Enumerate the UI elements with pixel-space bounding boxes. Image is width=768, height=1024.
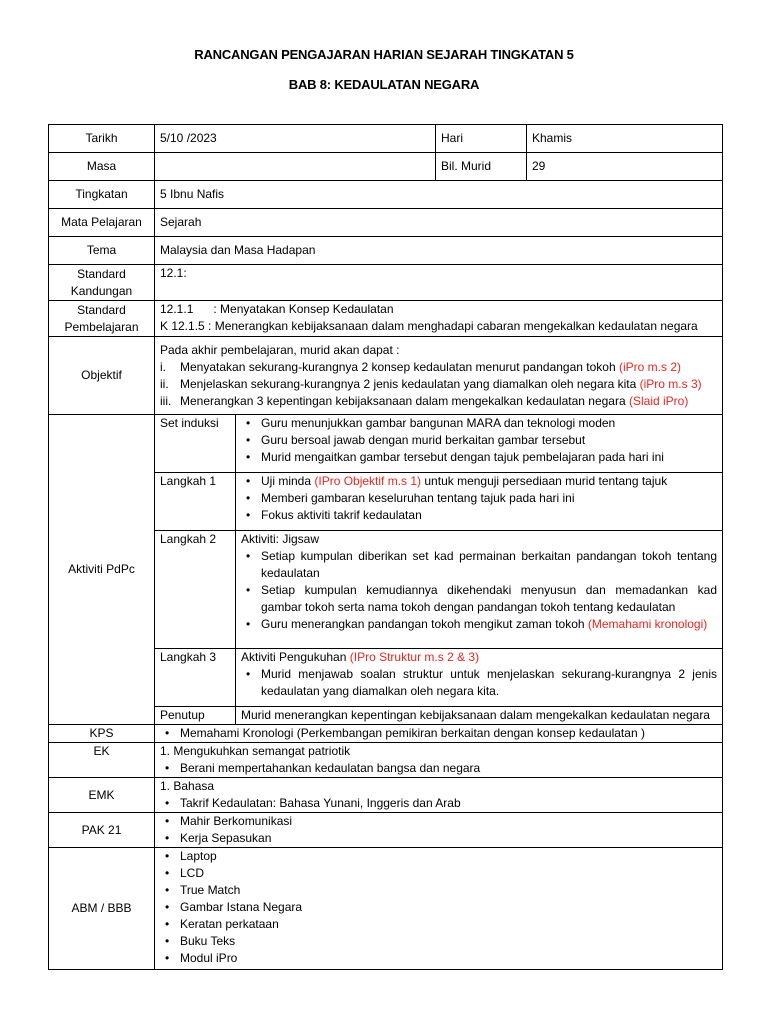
list-item: • Kerja Sepasukan <box>160 830 717 847</box>
pak21-content <box>155 813 723 848</box>
sp-line-1: 12.1.1 : Menyatakan Konsep Kedaulatan <box>160 302 394 316</box>
emk-content <box>155 778 723 813</box>
row-tema <box>49 237 723 265</box>
langkah-1-label: Langkah 1 <box>155 473 236 531</box>
tingkatan-label: Tingkatan <box>49 181 155 209</box>
set-induksi-label: Set induksi <box>155 415 236 473</box>
abm-bbb-content <box>155 848 723 970</box>
row-objektif <box>49 337 723 415</box>
objektif-item: ii. Menjelaskan sekurang-kurangnya 2 jenis kedaulatan yang diamalkan oleh negara kita (iPro m.s 3) <box>160 376 702 391</box>
row-standard-kandungan <box>49 265 723 301</box>
list-item: • Memahami Kronologi (Perkembangan pemikiran berkaitan dengan konsep kedaulatan ) <box>160 725 717 742</box>
penutup-content: Murid menerangkan kepentingan kebijaksanaan dalam mengekalkan kedaulatan negara <box>236 707 723 725</box>
list-item: • Mahir Berkomunikasi <box>160 813 717 830</box>
masa-label: Masa <box>49 153 155 181</box>
langkah-2-content <box>236 531 723 649</box>
hari-value: Khamis <box>527 125 723 153</box>
sp-line-2: K 12.1.5 : Menerangkan kebijaksanaan dalam menghadapi cabaran mengekalkan kedaulatan negara <box>160 319 698 333</box>
objektif-content <box>155 337 723 415</box>
standard-pembelajaran-label: Standard Pembelajaran <box>49 301 155 337</box>
masa-value <box>155 153 436 181</box>
aktiviti-label: Aktiviti PdPc <box>49 415 155 725</box>
list-item: • Setiap kumpulan diberikan set kad permainan berkaitan pandangan tokoh tentang kedaulatan <box>241 548 717 582</box>
abm-bbb-label: ABM / BBB <box>49 848 155 970</box>
emk-line: 1. Bahasa <box>160 779 215 793</box>
tarikh-label: Tarikh <box>49 125 155 153</box>
list-item: • Guru menerangkan pandangan tokoh mengikut zaman tokoh (Memahami kronologi) <box>241 616 717 633</box>
row-set-induksi <box>49 415 723 473</box>
objektif-label: Objektif <box>49 337 155 415</box>
hari-label: Hari <box>436 125 527 153</box>
kps-label: KPS <box>49 725 155 743</box>
list-item: • Gambar Istana Negara <box>160 899 717 916</box>
list-item: • Keratan perkataan <box>160 916 717 933</box>
row-tingkatan <box>49 181 723 209</box>
standard-pembelajaran-value <box>155 301 723 337</box>
ek-label: EK <box>49 743 155 778</box>
standard-kandungan-label: Standard Kandungan <box>49 265 155 301</box>
list-item: • Setiap kumpulan kemudiannya dikehendaki menyusun dan memadankan kad gambar tokoh serta nama tokoh dengan pandangan tokoh tentang kedaulatan <box>241 582 717 616</box>
bil-murid-value: 29 <box>527 153 723 181</box>
list-item: • Buku Teks <box>160 933 717 950</box>
document-title: RANCANGAN PENGAJARAN HARIAN SEJARAH TINGKATAN 5 <box>194 47 574 62</box>
list-item: • Modul iPro <box>160 950 717 967</box>
tingkatan-value: 5 Ibnu Nafis <box>155 181 723 209</box>
row-mata-pelajaran <box>49 209 723 237</box>
list-item: • Murid menjawab soalan struktur untuk menjelaskan sekurang-kurangnya 2 jenis kedaulatan yang diamalkan oleh negara kita. <box>241 666 717 700</box>
list-item: • Fokus aktiviti takrif kedaulatan <box>241 507 717 524</box>
chapter-title: BAB 8: KEDAULATAN NEGARA <box>288 77 480 92</box>
list-item: • Memberi gambaran keseluruhan tentang tajuk pada hari ini <box>241 490 717 507</box>
langkah-2-label: Langkah 2 <box>155 531 236 649</box>
langkah-3-heading: Aktiviti Pengukuhan (IPro Struktur m.s 2 & 3) <box>241 650 480 664</box>
row-standard-pembelajaran <box>49 301 723 337</box>
row-tarikh <box>49 125 723 153</box>
row-kps <box>49 725 723 743</box>
row-abm-bbb <box>49 848 723 970</box>
tema-label: Tema <box>49 237 155 265</box>
list-item: • Guru bersoal jawab dengan murid berkaitan gambar tersebut <box>241 432 717 449</box>
emk-label: EMK <box>49 778 155 813</box>
ek-line: 1. Mengukuhkan semangat patriotik <box>160 744 351 758</box>
kps-content <box>155 725 723 743</box>
lesson-plan-table <box>48 124 723 970</box>
pak21-label: PAK 21 <box>49 813 155 848</box>
row-masa <box>49 153 723 181</box>
ek-content <box>155 743 723 778</box>
mata-pelajaran-label: Mata Pelajaran <box>49 209 155 237</box>
row-emk <box>49 778 723 813</box>
list-item: • Takrif Kedaulatan: Bahasa Yunani, Inggeris dan Arab <box>160 795 717 812</box>
list-item: • True Match <box>160 882 717 899</box>
list-item: • Uji minda (IPro Objektif m.s 1) untuk menguji persediaan murid tentang tajuk <box>241 473 717 490</box>
penutup-label: Penutup <box>155 707 236 725</box>
row-pak21 <box>49 813 723 848</box>
list-item: • Berani mempertahankan kedaulatan bangsa dan negara <box>160 760 717 777</box>
objektif-item: i. Menyatakan sekurang-kurangnya 2 konsep kedaulatan menurut pandangan tokoh (iPro m.s 2) <box>160 359 681 374</box>
mata-pelajaran-value: Sejarah <box>155 209 723 237</box>
row-ek <box>49 743 723 778</box>
list-item: • LCD <box>160 865 717 882</box>
objektif-list <box>160 359 717 410</box>
list-item: • Guru menunjukkan gambar bangunan MARA dan teknologi moden <box>241 415 717 432</box>
objektif-intro: Pada akhir pembelajaran, murid akan dapat : <box>160 342 400 357</box>
langkah-3-label: Langkah 3 <box>155 649 236 707</box>
langkah-3-content <box>236 649 723 707</box>
tema-value: Malaysia dan Masa Hadapan <box>155 237 723 265</box>
list-item: • Murid mengaitkan gambar tersebut dengan tajuk pembelajaran pada hari ini <box>241 449 717 466</box>
tarikh-value: 5/10 /2023 <box>155 125 436 153</box>
list-item: • Laptop <box>160 848 717 865</box>
bil-murid-label: Bil. Murid <box>436 153 527 181</box>
objektif-item: iii. Menerangkan 3 kepentingan kebijaksanaan dalam mengekalkan kedaulatan negara (Slaid iPro) <box>160 393 689 408</box>
langkah-2-heading: Aktiviti: Jigsaw <box>241 532 320 546</box>
langkah-1-content <box>236 473 723 531</box>
set-induksi-content <box>236 415 723 473</box>
standard-kandungan-value: 12.1: <box>155 265 723 301</box>
